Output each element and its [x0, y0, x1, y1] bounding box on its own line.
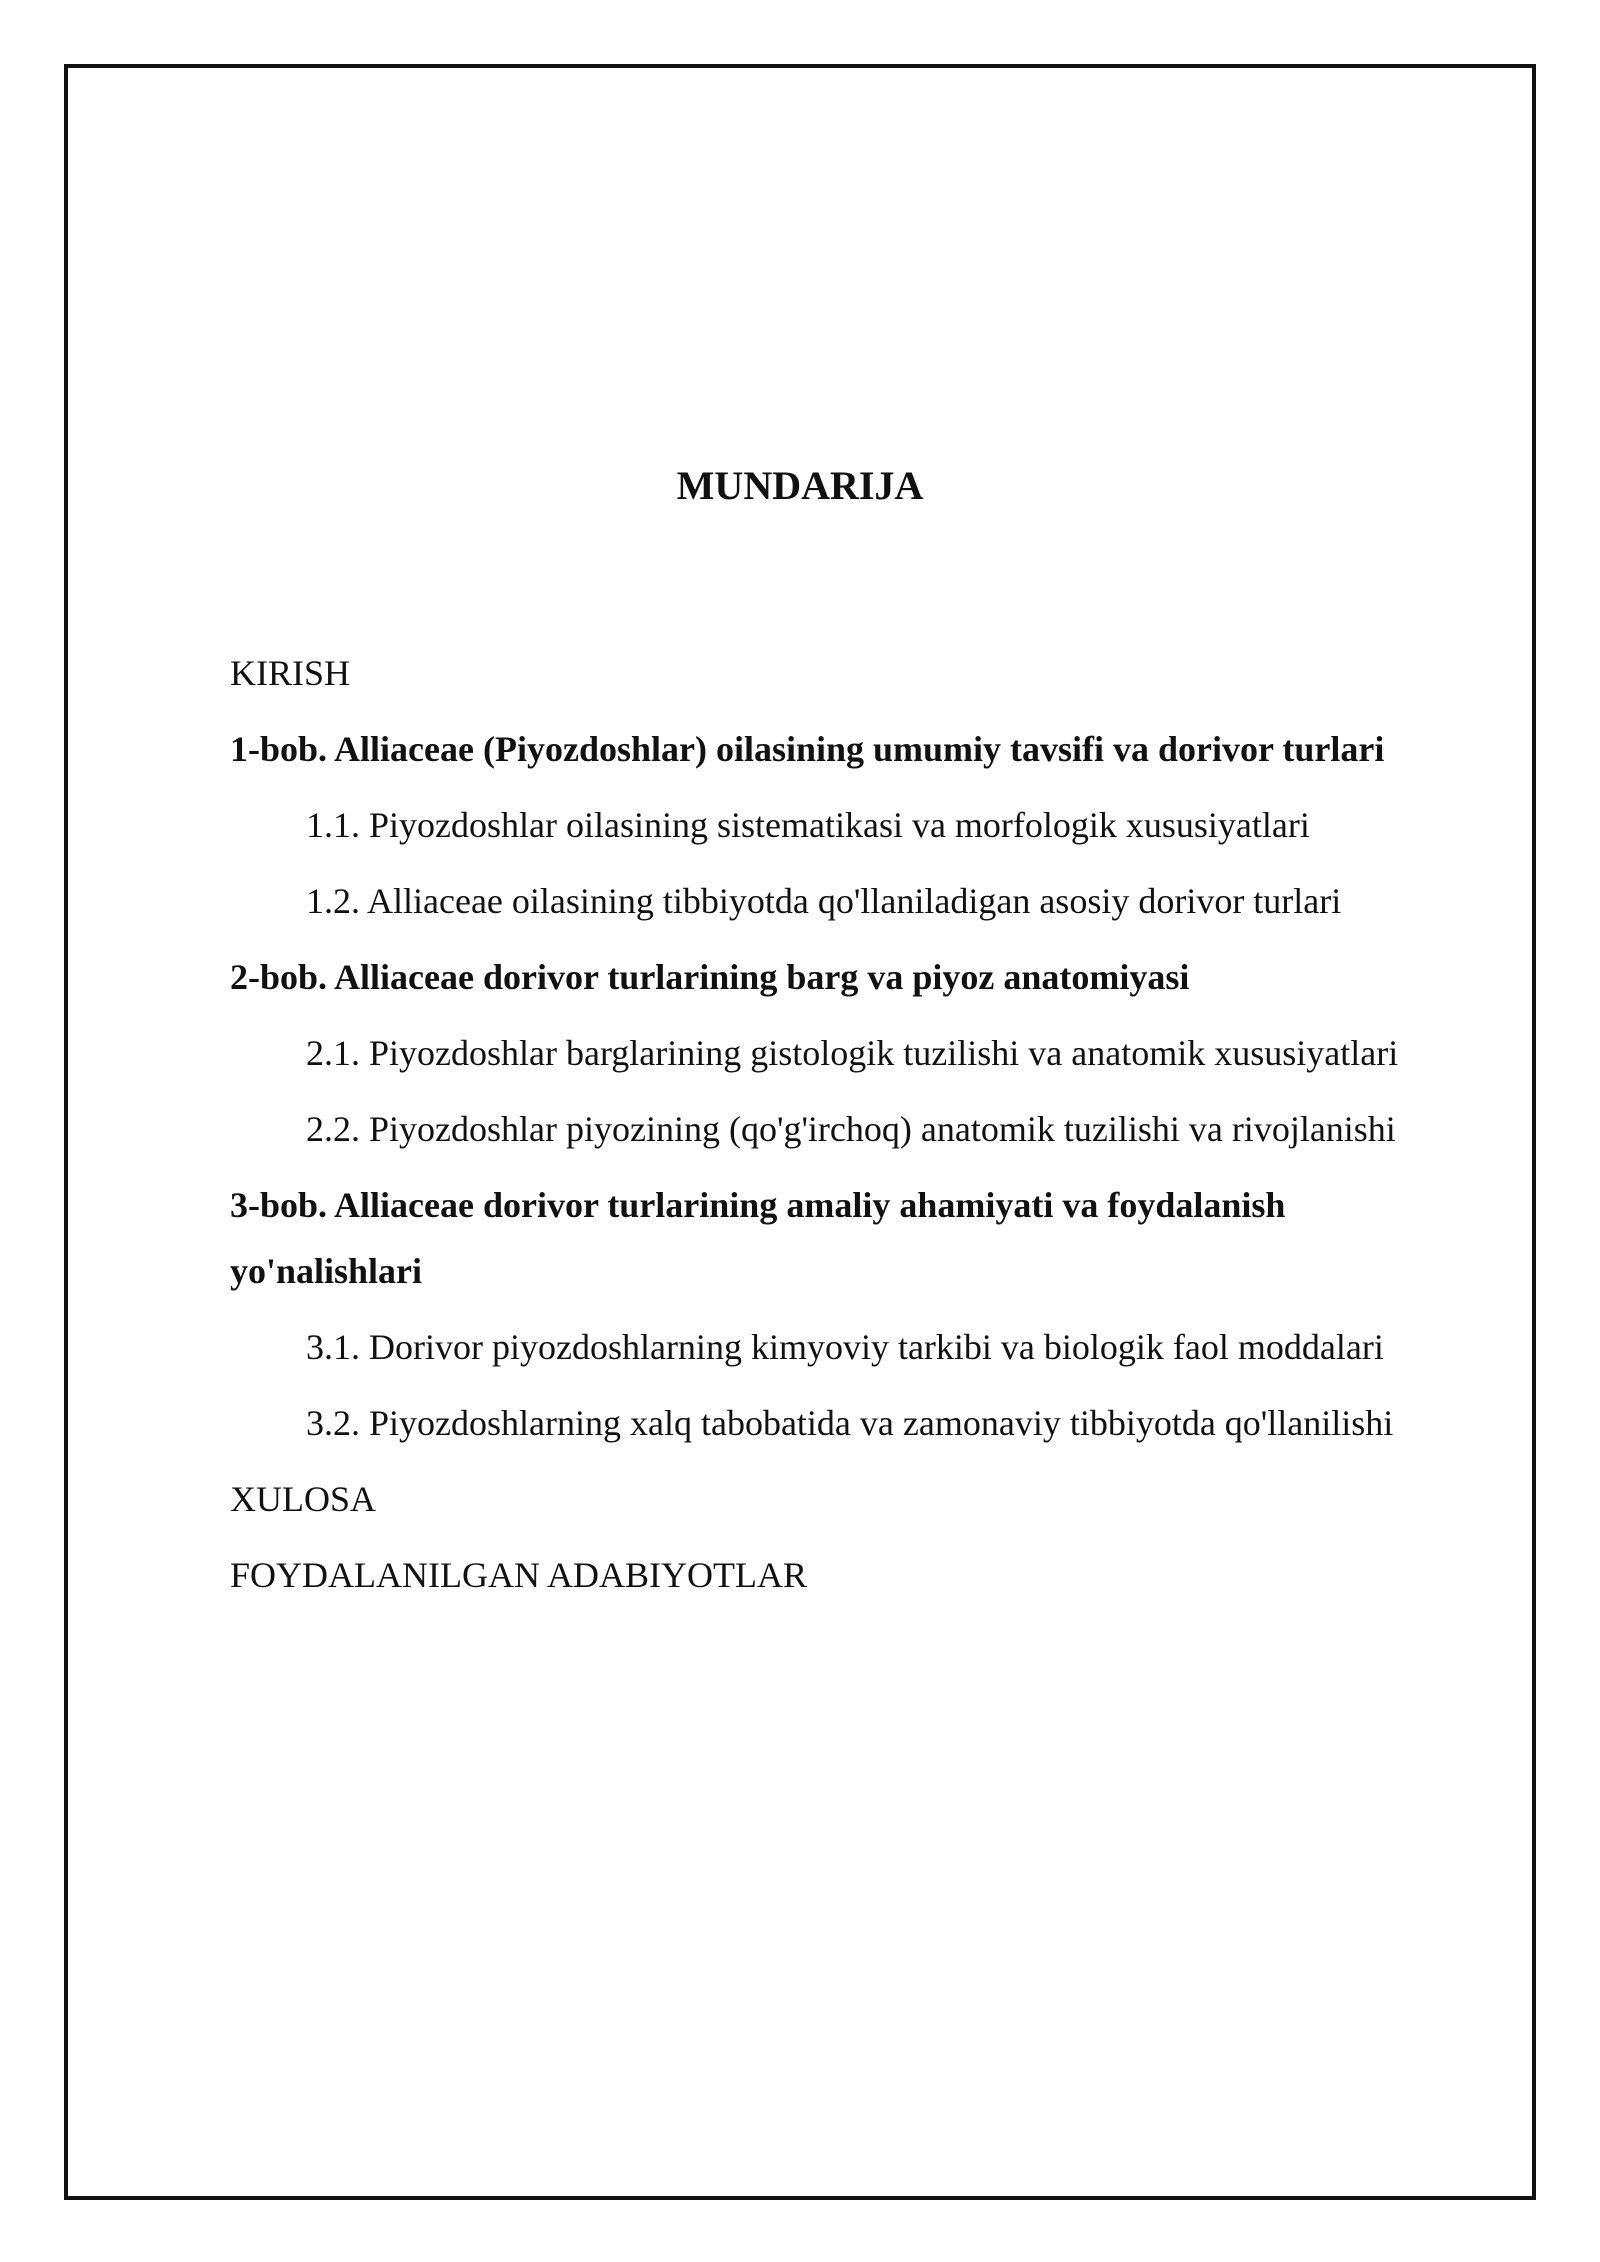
toc-entry-section-2-1: 2.1. Piyozdoshlar barglarining gistologik tuzilishi va anatomik xususiyatlari	[306, 1033, 1399, 1073]
toc-entry-conclusion: XULOSA	[230, 1479, 377, 1519]
toc-entry-section-1-2: 1.2. Alliaceae oilasining tibbiyotda qo'llaniladigan asosiy dorivor turlari	[306, 881, 1342, 921]
toc-entry-chapter-2: 2-bob. Alliaceae dorivor turlarining barg va piyoz anatomiyasi	[230, 957, 1190, 997]
toc-entry-section-3-2: 3.2. Piyozdoshlarning xalq tabobatida va zamonaviy tibbiyotda qo'llanilishi	[306, 1403, 1394, 1443]
table-of-contents	[230, 640, 1470, 1618]
toc-entry-section-2-2: 2.2. Piyozdoshlar piyozining (qo'g'irchoq) anatomik tuzilishi va rivojlanishi	[306, 1109, 1396, 1149]
toc-entry-introduction: KIRISH	[230, 653, 351, 693]
toc-entry-section-1-1: 1.1. Piyozdoshlar oilasining sistematikasi va morfologik xususiyatlari	[306, 805, 1310, 845]
toc-entry-chapter-3: 3-bob. Alliaceae dorivor turlarining amaliy ahamiyati va foydalanish yo'nalishlari	[230, 1185, 1286, 1291]
toc-entry-section-3-1: 3.1. Dorivor piyozdoshlarning kimyoviy tarkibi va biologik faol moddalari	[306, 1327, 1384, 1367]
toc-entry-references: FOYDALANILGAN ADABIYOTLAR	[230, 1555, 807, 1595]
toc-entry-chapter-1: 1-bob. Alliaceae (Piyozdoshlar) oilasining umumiy tavsifi va dorivor turlari	[230, 729, 1385, 769]
toc-title: MUNDARIJA	[676, 463, 924, 508]
